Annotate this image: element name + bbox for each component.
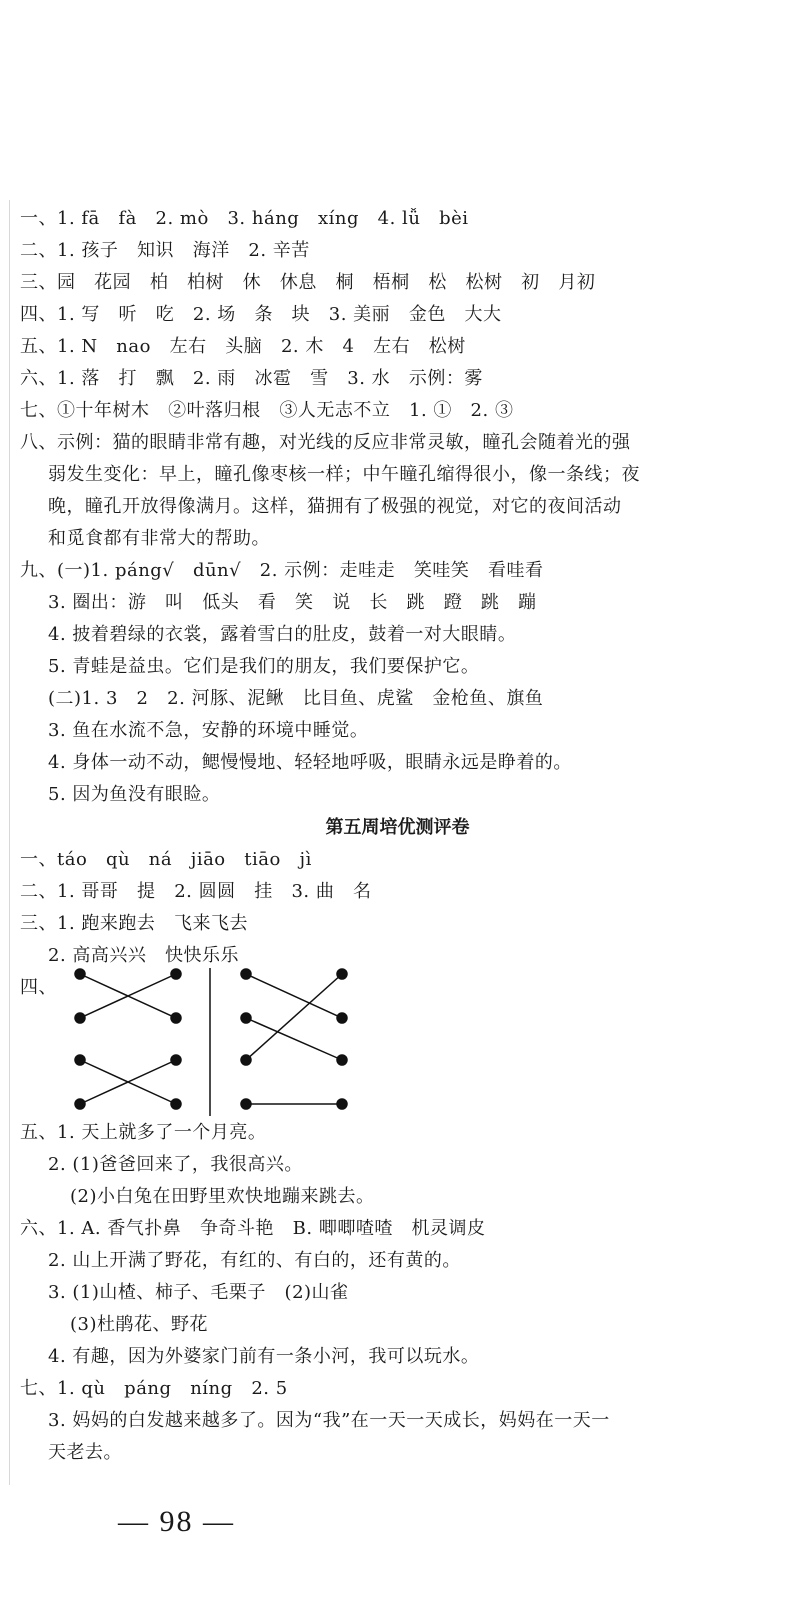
answer-line: 五、1. 天上就多了一个月亮。 <box>20 1122 267 1143</box>
answer-line: 3. (1)山楂、柿子、毛栗子 (2)山雀 <box>48 1282 349 1303</box>
match-dot <box>337 1099 347 1109</box>
match-dot <box>75 1099 85 1109</box>
answer-line: 七、1. qù páng níng 2. 5 <box>20 1378 288 1399</box>
answer-line: 八、示例：猫的眼睛非常有趣，对光线的反应非常灵敏，瞳孔会随着光的强 <box>20 432 631 453</box>
match-dot <box>171 969 181 979</box>
match-dot <box>241 1013 251 1023</box>
match-dot <box>75 969 85 979</box>
answer-line: 2. (1)爸爸回来了，我很高兴。 <box>48 1154 303 1175</box>
answer-line: (二)1. 3 2 2. 河豚、泥鳅 比目鱼、虎鲨 金枪鱼、旗鱼 <box>48 688 544 709</box>
answer-line: 2. 山上开满了野花，有红的、有白的，还有黄的。 <box>48 1250 461 1271</box>
match-dot <box>241 969 251 979</box>
match-dot <box>337 969 347 979</box>
match-dot <box>337 1055 347 1065</box>
margin-rule <box>9 200 10 1485</box>
answer-line: 九、(一)1. páng√ dūn√ 2. 示例：走哇走 笑哇笑 看哇看 <box>20 560 544 581</box>
answer-line: 4. 有趣，因为外婆家门前有一条小河，我可以玩水。 <box>48 1346 480 1367</box>
answer-line: 六、1. A. 香气扑鼻 争奇斗艳 B. 唧唧喳喳 机灵调皮 <box>20 1218 486 1239</box>
match-line <box>246 974 342 1018</box>
answer-line: 二、1. 哥哥 提 2. 圆圆 挂 3. 曲 名 <box>20 881 372 902</box>
matching-diagram <box>68 968 368 1138</box>
answer-line: 和觅食都有非常大的帮助。 <box>48 528 270 549</box>
answer-line: 3. 鱼在水流不急，安静的环境中睡觉。 <box>48 720 369 741</box>
match-dot <box>171 1099 181 1109</box>
match-line <box>246 974 342 1060</box>
answer-line: 四、1. 写 听 吃 2. 场 条 块 3. 美丽 金色 大大 <box>20 304 502 325</box>
match-line <box>246 1018 342 1060</box>
match-dot <box>241 1099 251 1109</box>
answer-line: 三、1. 跑来跑去 飞来飞去 <box>20 913 249 934</box>
answer-line: 一、táo qù ná jiāo tiāo jì <box>20 849 312 870</box>
match-dot <box>337 1013 347 1023</box>
answer-line: (3)杜鹃花、野花 <box>70 1314 208 1335</box>
answer-line: 六、1. 落 打 飘 2. 雨 冰雹 雪 3. 水 示例：雾 <box>20 368 483 389</box>
answer-line: 5. 因为鱼没有眼睑。 <box>48 784 221 805</box>
answer-line: 4. 身体一动不动，鳃慢慢地、轻轻地呼吸，眼睛永远是睁着的。 <box>48 752 572 773</box>
match-dot <box>75 1013 85 1023</box>
answer-line: 七、①十年树木 ②叶落归根 ③人无志不立 1. ① 2. ③ <box>20 400 514 421</box>
answer-line: (2)小白兔在田野里欢快地蹦来跳去。 <box>70 1186 375 1207</box>
answer-line: 4. 披着碧绿的衣裳，露着雪白的肚皮，鼓着一对大眼睛。 <box>48 624 517 645</box>
answer-line: 3. 圈出：游 叫 低头 看 笑 说 长 跳 蹬 跳 蹦 <box>48 592 537 613</box>
answer-line: 一、1. fā fà 2. mò 3. háng xíng 4. lǚ bèi <box>20 208 469 229</box>
answer-line: 晚，瞳孔开放得像满月。这样，猫拥有了极强的视觉，对它的夜间活动 <box>48 496 622 517</box>
match-dot <box>75 1055 85 1065</box>
answer-line: 2. 高高兴兴 快快乐乐 <box>48 945 240 966</box>
answer-line: 三、园 花园 柏 柏树 休 休息 桐 梧桐 松 松树 初 月初 <box>20 272 596 293</box>
page-number: — 98 — <box>118 1505 235 1538</box>
answer-line: 3. 妈妈的白发越来越多了。因为“我”在一天一天成长，妈妈在一天一 <box>48 1410 610 1431</box>
answer-line: 四、 <box>20 977 57 998</box>
answer-line: 天老去。 <box>48 1442 122 1463</box>
section-title: 第五周培优测评卷 <box>325 817 470 838</box>
match-dot <box>171 1013 181 1023</box>
match-dot <box>171 1055 181 1065</box>
match-dot <box>241 1055 251 1065</box>
answer-line: 二、1. 孩子 知识 海洋 2. 辛苦 <box>20 240 310 261</box>
answer-line: 五、1. N nao 左右 头脑 2. 木 4 左右 松树 <box>20 336 466 357</box>
answer-line: 5. 青蛙是益虫。它们是我们的朋友，我们要保护它。 <box>48 656 480 677</box>
answer-line: 弱发生变化：早上，瞳孔像枣核一样；中午瞳孔缩得很小，像一条线；夜 <box>48 464 640 485</box>
